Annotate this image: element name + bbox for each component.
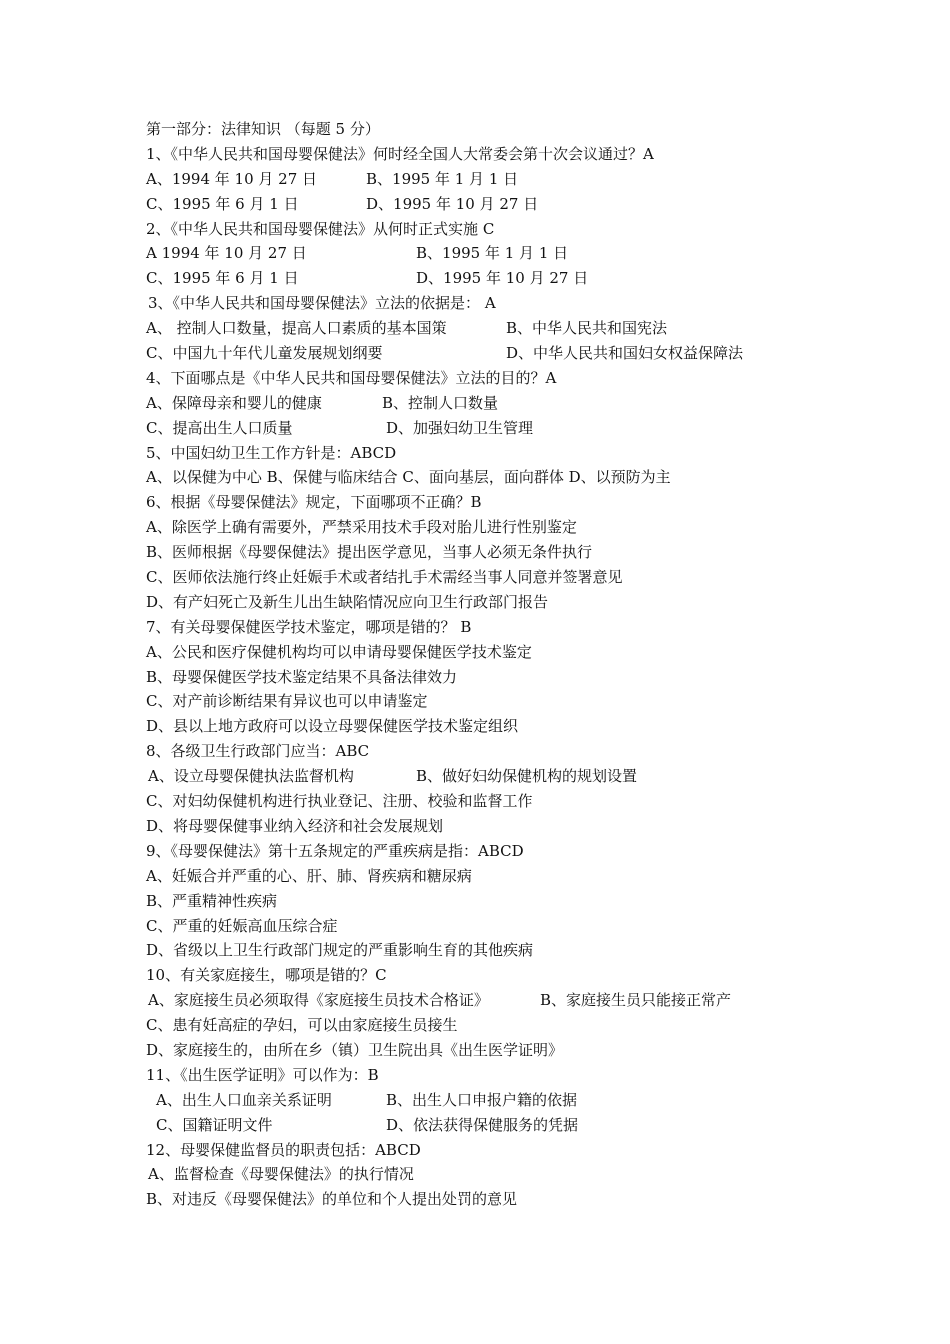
option-4b: B、控制人口数量 <box>382 393 499 412</box>
options-row <box>146 391 826 416</box>
question-6: 6、根据《母婴保健法》规定，下面哪项不正确？B <box>146 493 482 512</box>
option-7c: C、对产前诊断结果有异议也可以申请鉴定 <box>146 692 428 711</box>
option-2d: D、1995 年 10 月 27 日 <box>416 269 589 288</box>
options-row <box>146 167 826 192</box>
option-1c: C、1995 年 6 月 1 日 <box>146 194 299 213</box>
option-3b: B、中华人民共和国宪法 <box>506 319 668 338</box>
option-12a: A、监督检查《母婴保健法》的执行情况 <box>148 1165 414 1184</box>
option-7a: A、公民和医疗保健机构均可以申请母婴保健医学技术鉴定 <box>146 642 532 661</box>
question-5: 5、中国妇幼卫生工作方针是：ABCD <box>146 443 397 462</box>
option-1d: D、1995 年 10 月 27 日 <box>366 194 539 213</box>
option-11b: B、出生人口申报户籍的依据 <box>386 1090 578 1109</box>
options-row <box>146 341 826 366</box>
options-row <box>146 988 826 1013</box>
question-10: 10、有关家庭接生，哪项是错的？C <box>146 966 387 985</box>
options-row <box>146 266 826 291</box>
question-1: 1、《中华人民共和国母婴保健法》何时经全国人大常委会第十次会议通过？A <box>146 144 654 163</box>
question-2: 2、《中华人民共和国母婴保健法》从何时正式实施 C <box>146 219 495 238</box>
question-7: 7、有关母婴保健医学技术鉴定，哪项是错的？ B <box>146 617 472 636</box>
question-11: 11、《出生医学证明》可以作为：B <box>146 1065 379 1084</box>
option-9c: C、严重的妊娠高血压综合症 <box>146 916 338 935</box>
question-3: 3、《中华人民共和国母婴保健法》立法的依据是： A <box>148 294 496 313</box>
option-1b: B、1995 年 1 月 1 日 <box>366 169 519 188</box>
question-8: 8、各级卫生行政部门应当：ABC <box>146 742 370 761</box>
option-8c: C、对妇幼保健机构进行执业登记、注册、校验和监督工作 <box>146 792 533 811</box>
option-11c: C、国籍证明文件 <box>156 1115 273 1134</box>
option-6a: A、除医学上确有需要外，严禁采用技术手段对胎儿进行性别鉴定 <box>146 518 577 537</box>
option-8b: B、做好妇幼保健机构的规划设置 <box>416 767 638 786</box>
option-9a: A、妊娠合并严重的心、肝、肺、肾疾病和糖尿病 <box>146 866 472 885</box>
option-7b: B、母婴保健医学技术鉴定结果不具备法律效力 <box>146 667 458 686</box>
option-6c: C、医师依法施行终止妊娠手术或者结扎手术需经当事人同意并签署意见 <box>146 568 623 587</box>
option-6b: B、医师根据《母婴保健法》提出医学意见，当事人必须无条件执行 <box>146 543 593 562</box>
options-row <box>146 764 826 789</box>
option-2b: B、1995 年 1 月 1 日 <box>416 244 569 263</box>
option-8a: A、设立母婴保健执法监督机构 <box>148 767 354 786</box>
option-10b: B、家庭接生员只能接正常产 <box>540 991 732 1010</box>
options-row <box>146 192 826 217</box>
option-4a: A、保障母亲和婴儿的健康 <box>146 393 322 412</box>
option-8d: D、将母婴保健事业纳入经济和社会发展规划 <box>146 816 444 835</box>
option-1a: A、1994 年 10 月 27 日 <box>146 169 318 188</box>
option-10d: D、家庭接生的，由所在乡（镇）卫生院出具《出生医学证明》 <box>146 1040 564 1059</box>
option-12b: B、对违反《母婴保健法》的单位和个人提出处罚的意见 <box>146 1190 518 1209</box>
question-12: 12、母婴保健监督员的职责包括：ABCD <box>146 1140 421 1159</box>
option-9d: D、省级以上卫生行政部门规定的严重影响生育的其他疾病 <box>146 941 534 960</box>
options-row <box>146 1113 826 1138</box>
question-4: 4、下面哪点是《中华人民共和国母婴保健法》立法的目的？A <box>146 368 557 387</box>
option-2a: A 1994 年 10 月 27 日 <box>146 244 307 263</box>
option-4d: D、加强妇幼卫生管理 <box>386 418 534 437</box>
option-11a: A、出生人口血亲关系证明 <box>156 1090 332 1109</box>
option-3d: D、中华人民共和国妇女权益保障法 <box>506 344 744 363</box>
option-10c: C、患有妊高症的孕妇，可以由家庭接生员接生 <box>146 1016 458 1035</box>
option-4c: C、提高出生人口质量 <box>146 418 293 437</box>
option-11d: D、依法获得保健服务的凭据 <box>386 1115 579 1134</box>
option-6d: D、有产妇死亡及新生儿出生缺陷情况应向卫生行政部门报告 <box>146 592 549 611</box>
option-3c: C、中国九十年代儿童发展规划纲要 <box>146 344 383 363</box>
options-row <box>146 241 826 266</box>
option-7d: D、县以上地方政府可以设立母婴保健医学技术鉴定组织 <box>146 717 519 736</box>
option-2c: C、1995 年 6 月 1 日 <box>146 269 299 288</box>
option-10a: A、家庭接生员必须取得《家庭接生员技术合格证》 <box>148 991 489 1010</box>
option-5: A、以保健为中心 B、保健与临床结合 C、面向基层，面向群体 D、以预防为主 <box>146 468 671 487</box>
options-row <box>146 316 826 341</box>
options-row <box>146 416 826 441</box>
section-title: 第一部分：法律知识 （每题 5 分） <box>146 120 380 138</box>
option-3a: A、 控制人口数量，提高人口素质的基本国策 <box>146 319 447 338</box>
document-content <box>146 117 826 1212</box>
option-9b: B、严重精神性疾病 <box>146 891 278 910</box>
options-row <box>146 1088 826 1113</box>
question-9: 9、《母婴保健法》第十五条规定的严重疾病是指：ABCD <box>146 841 524 860</box>
